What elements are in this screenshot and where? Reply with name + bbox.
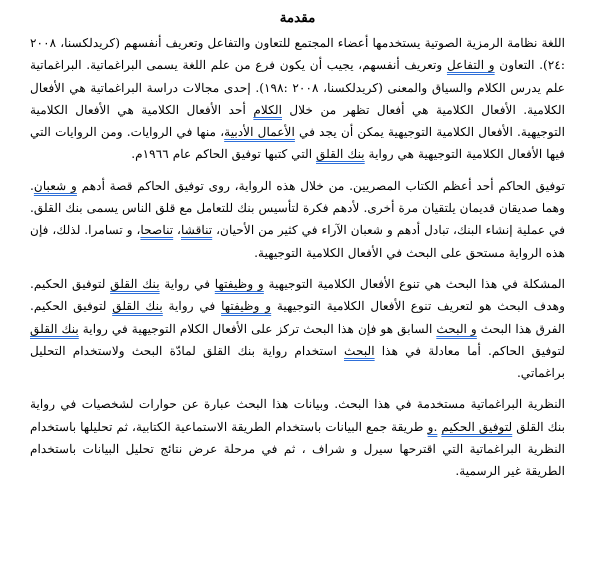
text-run: أحد الأفعال الكلامية هي الأفعال الكلامية التوجيهية. الأفعال الكلامية التوجيهية يمكن أن يجد في [30, 102, 565, 140]
underlined-phrase: لتوفيق الحكيم [441, 419, 513, 434]
underlined-phrase: الكلام [253, 102, 282, 117]
underlined-phrase: بنك القلق [110, 276, 160, 291]
underlined-phrase: بنك القلق [112, 299, 163, 314]
text-run: توفيق الحاكم أحد أعظم الكتاب المصريين. من خلال هذه الرواية، روى توفيق الحاكم قصة أدهم [76, 178, 565, 193]
paragraph [30, 393, 565, 482]
text-run: اللغة نظامة الرمزية الصوتية يستخدمها أعضاء المجتمع للتعاون والتفاعل وتعريف أنفسهم (كريدلكسنا، ٢٠٠٨ :٢٤). التعاون [30, 36, 565, 73]
document-title: مقدمة [279, 10, 316, 26]
underlined-phrase: بنك القلق [30, 321, 79, 336]
underlined-phrase: و وظيفتها [214, 276, 264, 291]
underlined-phrase: .و [427, 419, 438, 434]
underlined-phrase: و التفاعل [446, 58, 495, 73]
underlined-phrase: الأعمال الأدبية [224, 125, 295, 140]
text-run: لتوفيق الحكيم. الفرق هذا البحث [30, 299, 566, 336]
text-run: لتوفيق الحاكم. أما معادلة في هذا [374, 343, 565, 358]
text-run: النظرية البراغماتية مستخدمة في هذا البحث. وبيانات هذا البحث عبارة عن حوارات لشخصيات في رواية بنك القلق [30, 397, 566, 434]
underlined-phrase: و البحث [436, 321, 477, 336]
text-run: لتوفيق الحكيم. وهدف البحث هو لتعريف تنوع الأفعال الكلامية التوجيهية [30, 276, 565, 314]
paragraph [30, 32, 565, 166]
text-run: استخدام رواية بنك القلق لمادّة البحث ولاستخدام التحليل براغماتي. [30, 343, 565, 381]
text-run: التي كتبها توفيق الحاكم عام ١٩٦٦م. [131, 147, 316, 162]
underlined-phrase: تناصحا [140, 223, 174, 238]
underlined-phrase: و شعبان [33, 178, 77, 193]
text-run: ، [173, 223, 181, 238]
text-run: في رواية [162, 299, 222, 314]
text-run: في رواية [159, 276, 215, 291]
text-run: ، و تسامرا. لذلك، فإن هذه الرواية مستحق على البحث في الأفعال الكلامية التوجيهية. [30, 223, 565, 260]
text-run: طريقة جمع البيانات باستخدام الطريقة الاستماعية الكتابية، ثم تحليلها باستخدام النظرية البراغماتية التي اقترحها سيرل و شراف ، ثم في مرحلة عرض نتائج تحليل البيانات باستخدام الطريقة غير الرسمية. [30, 419, 565, 479]
underlined-phrase: تناقشا [180, 223, 213, 238]
text-run: المشكلة في هذا البحث هي تنوع الأفعال الكلامية التوجيهية [263, 276, 566, 291]
text-run: وتعريف أنفسهم، يجيب أن يكون فرع من علم اللغة يسمى البراغماتية. البراغماتية علم يدرس الكلام والسياق والمعنى (كريدلكسنا، ٢٠٠٨ :١٩٨). إحدى مجالات دراسة البراغماتية هي الأفعال الكلامية. الأفعال الكلامية هي أفعال تظهر من خلال [30, 58, 566, 117]
underlined-phrase: البحث [344, 343, 375, 358]
text-run: ، منها في الروايات. ومن الروايات التي فيها الأفعال الكلامية التوجيهية هي رواية [30, 125, 565, 162]
paragraph [30, 175, 565, 264]
paragraph [30, 273, 565, 384]
underlined-phrase: بنك القلق [315, 147, 365, 162]
text-run: . وهما صديقان قديمان يلتقيان مرة أخرى. لأدهم فكرة لتأسيس بنك للتعامل مع قلق الناس يسمى بنك القلق. في عملية إنشاء البنك، تبادل أدهم و شعبان الآراء في كثير من الأحيان، [30, 178, 566, 238]
underlined-phrase: و وظيفتها [221, 299, 272, 314]
text-run: السابق هو فإن هذا البحث تركز على الأفعال الكلام التوجيهية في رواية [78, 321, 437, 336]
document-body [30, 32, 565, 483]
